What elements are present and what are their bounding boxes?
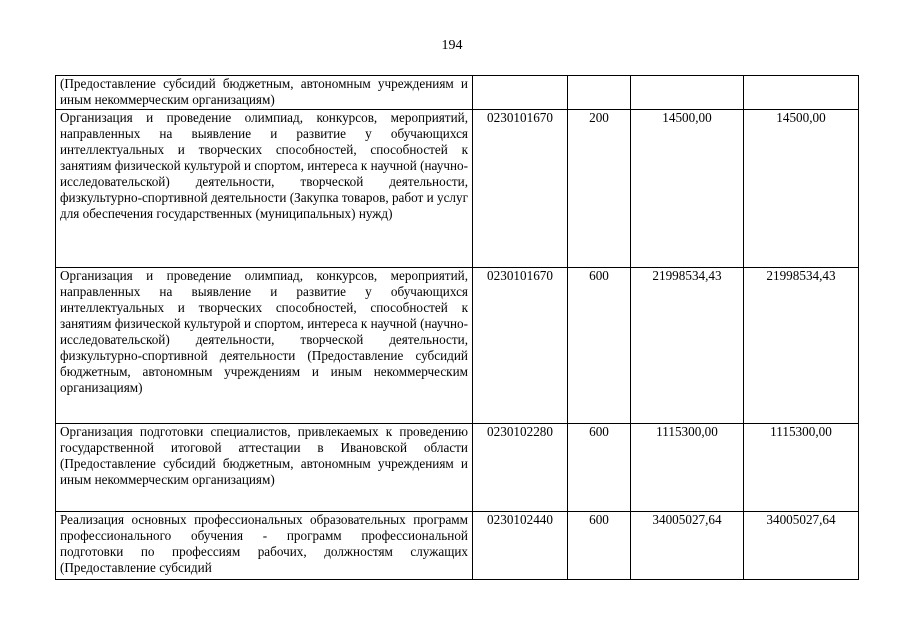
row-description: Организация и проведение олимпиад, конкурсов, мероприятий, направленных на выявление и развитие у обучающихся интеллектуальных и творческих способностей, способностей к занятиям физической культурой и спортом, интереса к научной (научно-исследовательской) деятельности, творческой деятельности, физкультурно-спортивной деятельности (Предоставление субсидий бюджетным, автономным учреждениям и иным некоммерческим организациям) — [56, 268, 473, 424]
expense-type-cell: 200 — [568, 110, 631, 268]
table-row — [56, 268, 859, 424]
amount-first-cell — [631, 76, 744, 110]
amount-second-cell: 34005027,64 — [744, 512, 859, 580]
expense-type-cell: 600 — [568, 268, 631, 424]
amount-second-cell — [744, 76, 859, 110]
amount-second-cell: 1115300,00 — [744, 424, 859, 512]
table-row — [56, 424, 859, 512]
amount-first-cell: 14500,00 — [631, 110, 744, 268]
amount-second-cell: 21998534,43 — [744, 268, 859, 424]
table-row — [56, 110, 859, 268]
budget-table — [55, 75, 859, 580]
row-description: Реализация основных профессиональных образовательных программ профессионального обучения - программ профессиональной подготовки по профессиям рабочих, должностям служащих (Предоставление субсидий — [56, 512, 473, 580]
target-code-cell: 0230101670 — [473, 268, 568, 424]
target-code-cell: 0230101670 — [473, 110, 568, 268]
target-code-cell: 0230102440 — [473, 512, 568, 580]
expense-type-cell: 600 — [568, 512, 631, 580]
amount-first-cell: 1115300,00 — [631, 424, 744, 512]
expense-type-cell: 600 — [568, 424, 631, 512]
expense-type-cell — [568, 76, 631, 110]
row-description: (Предоставление субсидий бюджетным, автономным учреждениям и иным некоммерческим организациям) — [56, 76, 473, 110]
target-code-cell: 0230102280 — [473, 424, 568, 512]
row-description: Организация и проведение олимпиад, конкурсов, мероприятий, направленных на выявление и развитие у обучающихся интеллектуальных и творческих способностей, способностей к занятиям физической культурой и спортом, интереса к научной (научно-исследовательской) деятельности, творческой деятельности, физкультурно-спортивной деятельности (Закупка товаров, работ и услуг для обеспечения государственных (муниципальных) нужд) — [56, 110, 473, 268]
amount-second-cell: 14500,00 — [744, 110, 859, 268]
table-row — [56, 512, 859, 580]
page-number: 194 — [441, 38, 463, 53]
amount-first-cell: 34005027,64 — [631, 512, 744, 580]
table-row — [56, 76, 859, 110]
target-code-cell — [473, 76, 568, 110]
row-description: Организация подготовки специалистов, привлекаемых к проведению государственной итоговой аттестации в Ивановской области (Предоставление субсидий бюджетным, автономным учреждениям и иным некоммерческим организациям) — [56, 424, 473, 512]
amount-first-cell: 21998534,43 — [631, 268, 744, 424]
